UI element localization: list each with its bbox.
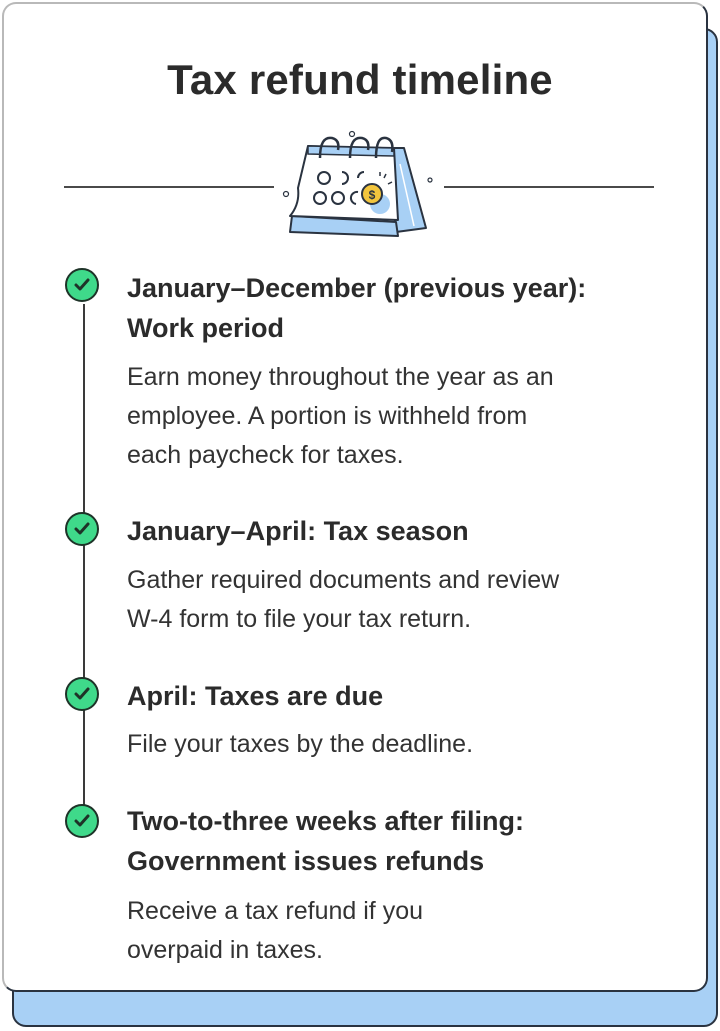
check-icon xyxy=(65,677,99,711)
svg-text:$: $ xyxy=(368,188,376,202)
step-description: Gather required documents and review W-4 form to file your tax return. xyxy=(127,566,560,633)
calendar-with-coin-icon xyxy=(276,128,436,240)
page-title: Tax refund timeline xyxy=(167,56,553,103)
step-description: Earn money throughout the year as an employee. A portion is withheld from each paycheck for taxes. xyxy=(127,363,554,469)
timeline-line xyxy=(83,304,85,824)
step-description: Receive a tax refund if you overpaid in taxes. xyxy=(127,897,423,964)
check-icon xyxy=(65,268,99,302)
divider-left xyxy=(64,186,274,188)
check-icon xyxy=(65,512,99,546)
step-heading: Two-to-three weeks after filing: Government issues refunds xyxy=(127,806,525,876)
timeline-card xyxy=(2,2,708,992)
check-icon xyxy=(65,804,99,838)
step-description: File your taxes by the deadline. xyxy=(127,730,474,758)
step-heading: April: Taxes are due xyxy=(127,681,384,711)
divider-right xyxy=(444,186,654,188)
step-heading: January–April: Tax season xyxy=(127,516,469,546)
step-heading: January–December (previous year): Work period xyxy=(127,273,587,343)
